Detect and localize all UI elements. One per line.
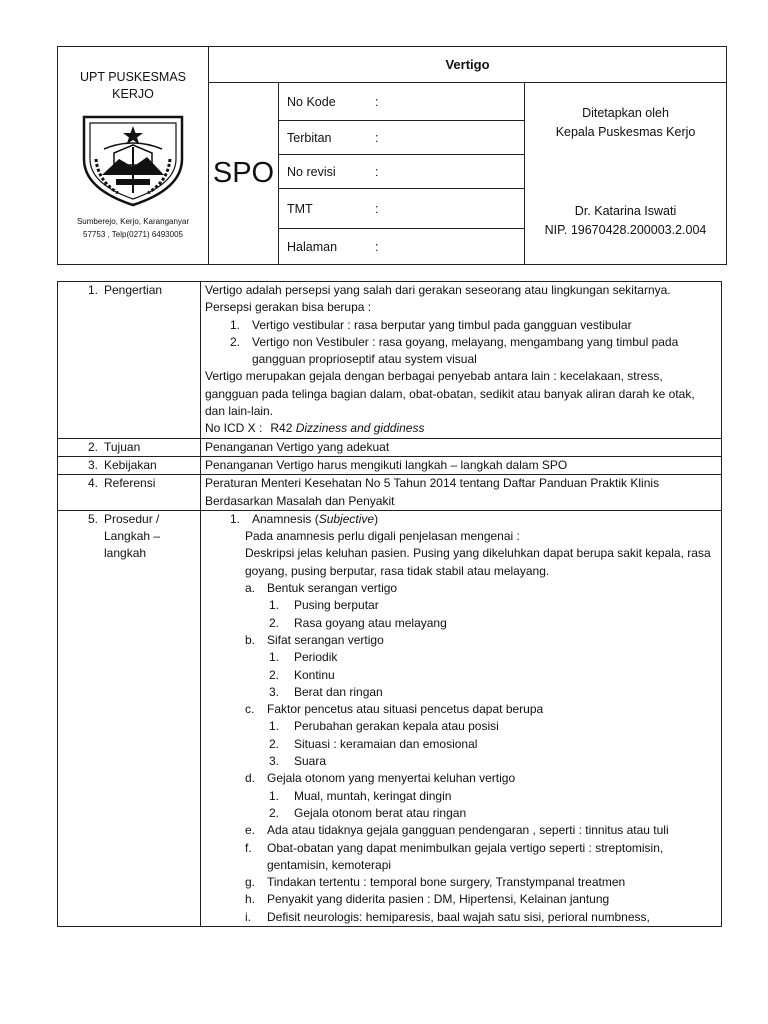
- section-tujuan: 2. Tujuan Penanganan Vertigo yang adekuat: [58, 438, 722, 456]
- step-anamnesis: 1. Anamnesis (Subjective): [230, 511, 379, 526]
- approver-name: Dr. Katarina Iswati: [574, 204, 677, 218]
- spo-label: SPO: [209, 83, 279, 265]
- approver-nip: NIP. 19670428.200003.2.004: [544, 223, 707, 237]
- spo-content-table: [57, 281, 722, 927]
- org-address: Sumberejo, Kerjo, Karanganyar 57753 , Telp(0271) 6493005: [76, 217, 190, 239]
- section-referensi: 4. Referensi Peraturan Menteri Kesehatan No 5 Tahun 2014 tentang Daftar Panduan Praktik Klinis Berdasarkan Masalah dan Penyakit: [58, 475, 722, 511]
- section-label: Prosedur / Langkah – langkah: [104, 511, 161, 561]
- paragraph: Pada anamnesis perlu digali penjelasan mengenai :: [245, 529, 520, 544]
- karanganyar-seal-logo: [74, 109, 192, 209]
- list-subitem: 2. Rasa goyang atau melayang: [269, 615, 447, 630]
- list-subitem: 1. Mual, muntah, keringat dingin: [269, 788, 452, 803]
- list-item: 1. Vertigo vestibular : rasa berputar yang timbul pada gangguan vestibular: [230, 317, 632, 332]
- list-item: a. Bentuk serangan vertigo: [245, 581, 398, 596]
- document-title: Vertigo: [209, 47, 727, 83]
- section-label: Tujuan: [104, 439, 141, 454]
- section-label: Referensi: [104, 476, 156, 491]
- list-item: f. Obat-obatan yang dapat menimbulkan gejala vertigo seperti : streptomisin, gentamisin, kemoterapi: [245, 840, 664, 872]
- spo-header-table: [57, 46, 727, 265]
- section-pengertian: 1. Pengertian Vertigo adalah persepsi yang salah dari gerakan seseorang atau lingkungan sekitarnya. Persepsi gerakan bisa berupa : 1. Vertigo vestibular : rasa berputar yang timbul pada gangguan vestibular 2. Vertigo non Vestibuler : rasa goyang, melayang, mengambang yang timbul pada gangguan proprioseptif atau system visual Vertigo merupakan gejala dengan berbagai penyebab antara lain : kecelakaan, stress, gangguan pada telinga bagian dalam, obat-obatan, sedikit atau banyak aliran darah ke otak, dan lain-lain. No ICD X : R42 Dizziness and giddiness: [58, 282, 722, 439]
- paragraph: Vertigo merupakan gejala dengan berbagai penyebab antara lain : kecelakaan, stress, gangguan pada telinga bagian dalam, obat-obatan, sedikit atau banyak aliran darah ke otak, dan lain-lain.: [205, 369, 695, 419]
- approval-cell: [525, 83, 727, 265]
- list-item: d. Gejala otonom yang menyertai keluhan vertigo: [245, 771, 516, 786]
- section-label: Kebijakan: [104, 457, 157, 472]
- list-item: g. Tindakan tertentu : temporal bone surgery, Transtympanal treatmen: [245, 875, 626, 890]
- field-terbitan: Terbitan :: [279, 121, 525, 155]
- org-name: UPT PUSKESMAS KERJO: [79, 70, 187, 101]
- list-subitem: 2. Situasi : keramaian dan emosional: [269, 736, 478, 751]
- list-item: b. Sifat serangan vertigo: [245, 632, 384, 647]
- approver-signature-block: [525, 202, 726, 240]
- list-item: h. Penyakit yang diderita pasien : DM, Hipertensi, Kelainan jantung: [245, 892, 610, 907]
- section-kebijakan: 3. Kebijakan Penanganan Vertigo harus mengikuti langkah – langkah dalam SPO: [58, 456, 722, 474]
- icd-code-line: No ICD X : R42 Dizziness and giddiness: [205, 421, 425, 436]
- list-subitem: 1. Periodik: [269, 650, 338, 665]
- anamnesis-subitem-list: [205, 580, 717, 926]
- paragraph: Deskripsi jelas keluhan pasien. Pusing yang dikeluhkan dapat berupa sakit kepala, rasa goyang, pusing berputar, rasa tidak stabil atau melayang.: [245, 546, 711, 578]
- list-item: 2. Vertigo non Vestibuler : rasa goyang, melayang, mengambang yang timbul pada gangguan proprioseptif atau system visual: [230, 334, 679, 367]
- list-subitem: 3. Berat dan ringan: [269, 684, 383, 699]
- org-identity-cell: [58, 47, 209, 265]
- field-no-revisi: No revisi :: [279, 155, 525, 189]
- list-subitem: 1. Perubahan gerakan kepala atau posisi: [269, 719, 499, 734]
- field-no-kode: No Kode :: [279, 83, 525, 121]
- field-halaman: Halaman :: [279, 229, 525, 265]
- list-item: e. Ada atau tidaknya gejala gangguan pendengaran , seperti : tinnitus atau tuli: [245, 823, 669, 838]
- field-tmt: TMT :: [279, 189, 525, 229]
- section-prosedur: 5. Prosedur / Langkah – langkah 1. Anamnesis (Subjective) Pada anamnesis perlu digali penjelasan mengenai : Deskripsi jelas keluhan pasien. Pusing yang dikeluhkan dapat berupa sakit kepala, rasa goyang, pusing berputar, rasa tidak stabil atau melayang. a. Bentuk serangan vertigo 1. Pusing berputar 2. Rasa goyang atau melayang b. Sifat serangan vertigo 1. Periodik 2. Kontinu 3. Berat dan ringan c. Faktor pencetus atau situasi pencetus dapat berupa 1. Perubahan gerakan kepala atau posisi 2. Situasi : keramaian dan emosional 3. Suara d. Gejala otonom yang menyertai keluhan vertigo 1. Mual, muntah, keringat dingin 2. Gejala otonom berat atau ringan e. Ada atau tidaknya gejala gangguan pendengaran , seperti : tinnitus atau tuli f. Obat-obatan yang dapat menimbulkan gejala vertigo seperti : streptomisin, gentamisin, kemoterapi g. Tindakan tertentu : temporal bone surgery, Transtympanal treatmen h. Penyakit yang diderita pasien : DM, Hipertensi, Kelainan jantung i. Defisit neurologis: hemiparesis, baal wajah satu sisi, perioral numbness,: [58, 510, 722, 926]
- list-subitem: 2. Kontinu: [269, 667, 335, 682]
- approval-authority: Ditetapkan oleh Kepala Puskesmas Kerjo: [555, 106, 696, 139]
- paragraph: Vertigo adalah persepsi yang salah dari gerakan seseorang atau lingkungan sekitarnya. Persepsi gerakan bisa berupa :: [205, 283, 671, 315]
- list-item: i. Defisit neurologis: hemiparesis, baal wajah satu sisi, perioral numbness,: [245, 909, 650, 924]
- section-label: Pengertian: [104, 283, 163, 297]
- list-subitem: 3. Suara: [269, 754, 327, 769]
- list-subitem: 1. Pusing berputar: [269, 598, 379, 613]
- list-item: c. Faktor pencetus atau situasi pencetus dapat berupa: [245, 702, 544, 717]
- list-subitem: 2. Gejala otonom berat atau ringan: [269, 805, 467, 820]
